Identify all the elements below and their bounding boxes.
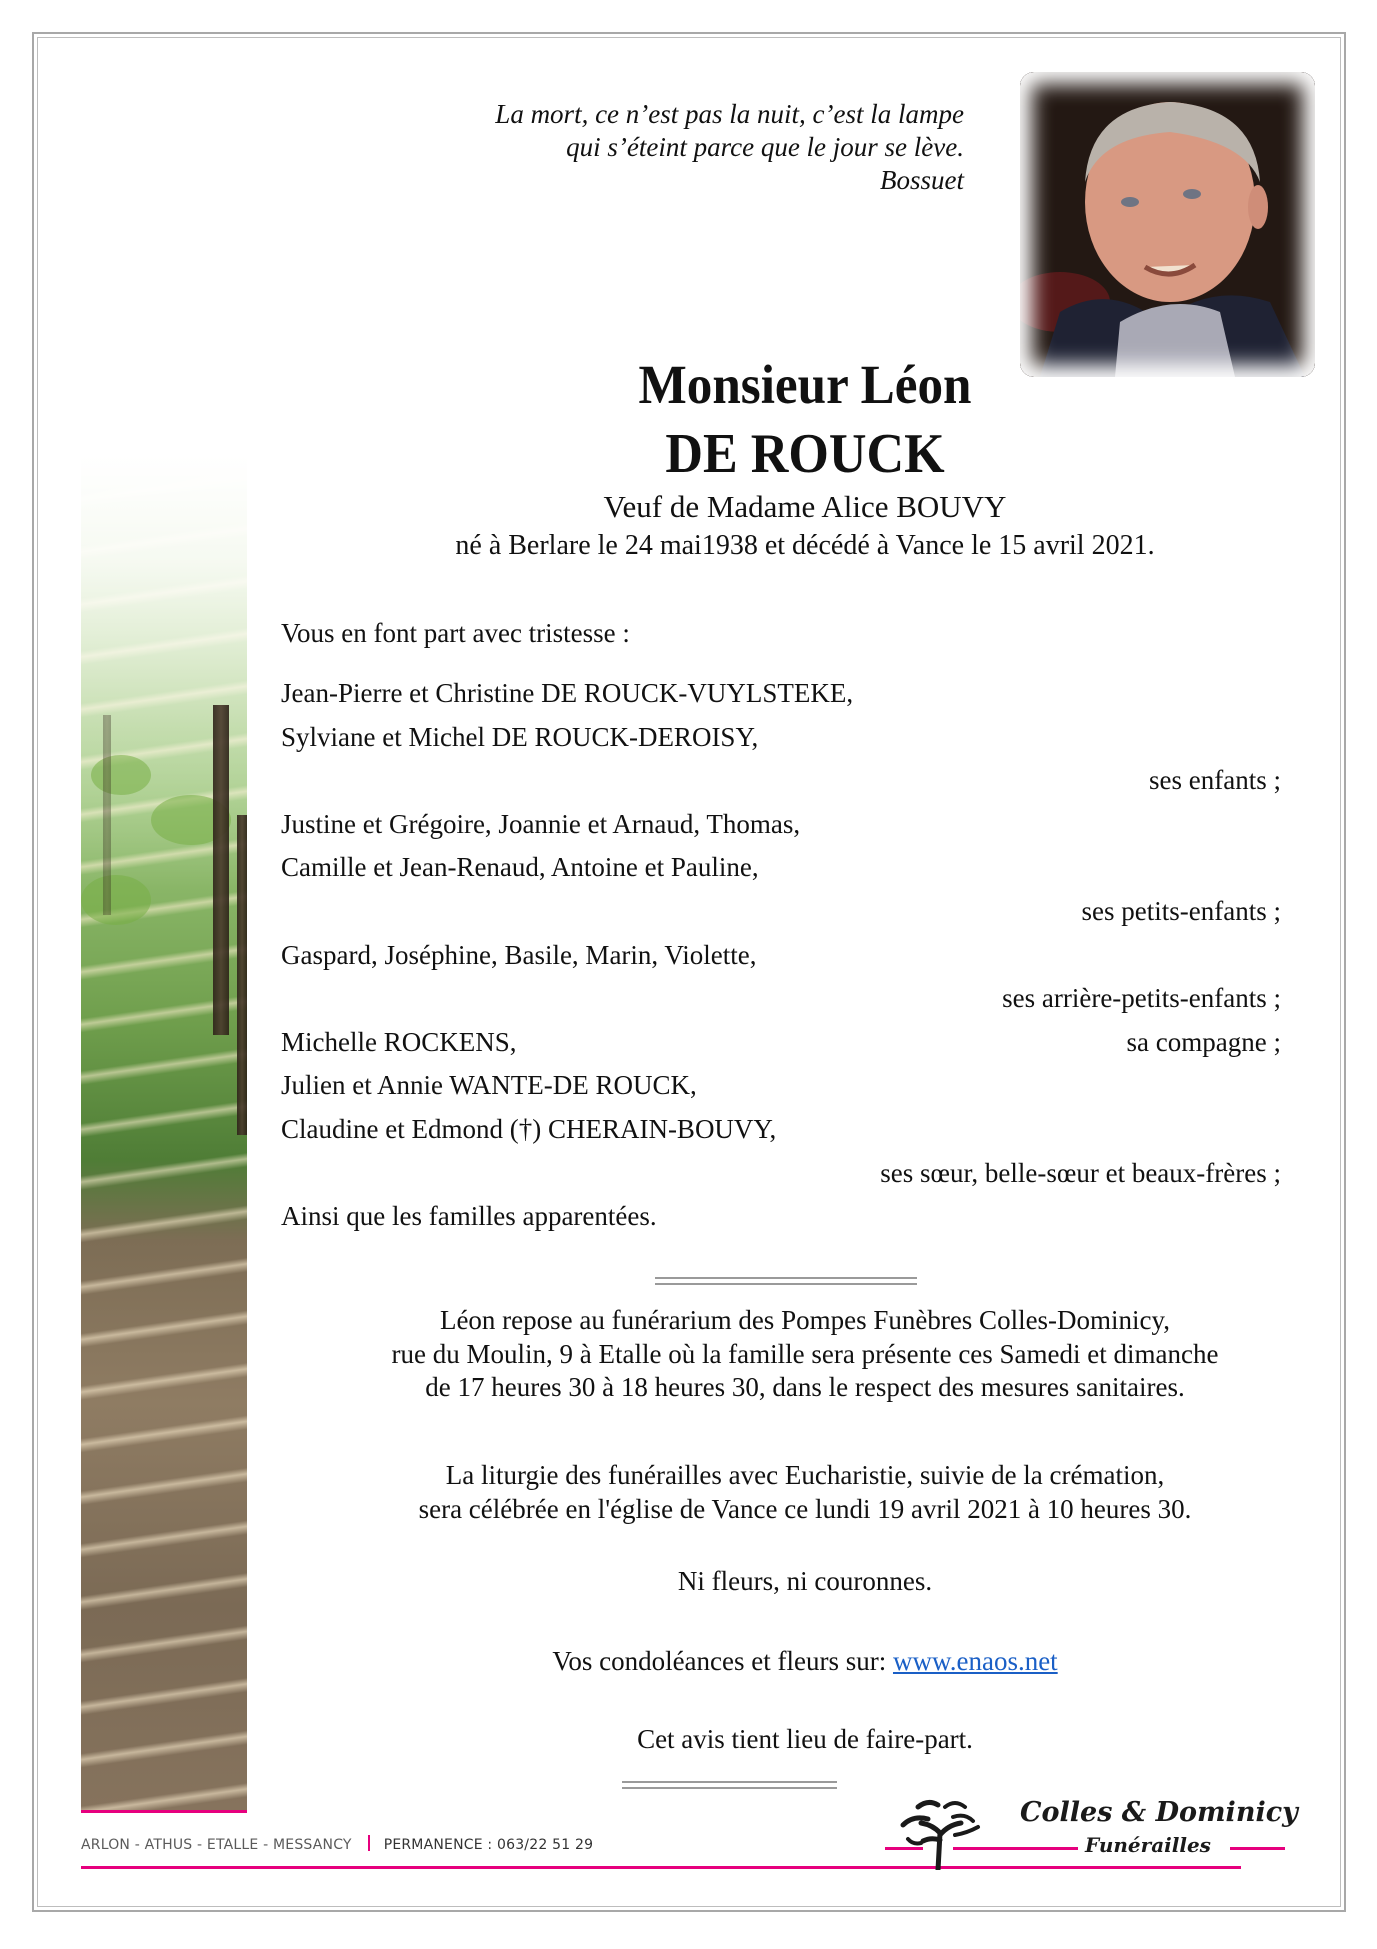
visitation-line: Léon repose au funérarium des Pompes Funèbres Colles-Dominicy,: [439, 1305, 1171, 1335]
family-names: Ainsi que les familles apparentées.: [281, 1201, 657, 1232]
forest-image-accent-line: [81, 1810, 247, 1813]
family-row: [281, 977, 1281, 1021]
family-names: Justine et Grégoire, Joannie et Arnaud, Thomas,: [281, 808, 801, 839]
spouse-line: Veuf de Madame Alice BOUVY: [603, 489, 1007, 524]
family-relation: ses enfants ;: [1149, 765, 1281, 796]
portrait-photo: [1020, 72, 1315, 377]
brand-logo: [885, 1795, 1300, 1870]
footer-divider: [622, 1781, 837, 1790]
deceased-surname: DE ROUCK: [665, 423, 945, 485]
deceased-title: Monsieur Léon: [638, 354, 972, 415]
family-row: [281, 1064, 1281, 1108]
family-names: Julien et Annie WANTE-DE ROUCK,: [281, 1070, 697, 1101]
section-divider: [655, 1277, 917, 1286]
family-row: [281, 1195, 1281, 1239]
condolences-prefix: Vos condoléances et fleurs sur:: [552, 1646, 893, 1676]
notice-line: [280, 1723, 1330, 1757]
footer-separator: [368, 1835, 370, 1851]
quote-line: La mort, ce n’est pas la nuit, c’est la lampe: [495, 99, 964, 129]
brand-accent-line: [1230, 1847, 1285, 1850]
visitation-line: de 17 heures 30 à 18 heures 30, dans le respect des mesures sanitaires.: [425, 1372, 1185, 1402]
family-relation: ses arrière-petits-enfants ;: [1002, 983, 1281, 1014]
family-row: [281, 890, 1281, 934]
foliage-shape: [91, 755, 151, 795]
quote-line: qui s’éteint parce que le jour se lève.: [566, 132, 964, 162]
tree-trunk: [213, 705, 229, 1035]
condolences-link[interactable]: www.enaos.net: [892, 1646, 1058, 1676]
footer-permanence: PERMANENCE : 063/22 51 29: [383, 1837, 594, 1853]
birth-death-line: né à Berlare le 24 mai1938 et décédé à Vance le 15 avril 2021.: [455, 530, 1155, 561]
family-names: Claudine et Edmond (†) CHERAIN-BOUVY,: [281, 1113, 777, 1144]
family-row: [281, 759, 1281, 803]
family-row: [281, 1021, 1281, 1065]
flowers-note: [280, 1565, 1330, 1599]
portrait-icon: [1020, 72, 1315, 377]
tree-trunk: [103, 715, 111, 915]
tree-trunk: [237, 815, 247, 1135]
foliage-shape: [81, 875, 151, 925]
visitation-line: rue du Moulin, 9 à Etalle où la famille sera présente ces Samedi et dimanche: [391, 1338, 1219, 1369]
brand-subtitle: Funérailles: [1085, 1833, 1211, 1857]
footer-locations: ARLON - ATHUS - ETALLE - MESSANCY: [81, 1837, 352, 1853]
family-row: [281, 716, 1281, 760]
announcement-intro: Vous en font part avec tristesse :: [281, 618, 630, 648]
family-names: Jean-Pierre et Christine DE ROUCK-VUYLSTEKE,: [281, 678, 854, 708]
flowers-text: Ni fleurs, ni couronnes.: [677, 1566, 933, 1596]
family-relation: sa compagne ;: [1126, 1026, 1281, 1057]
family-relation: ses petits-enfants ;: [1081, 895, 1281, 926]
tree-icon: [893, 1795, 988, 1870]
family-relation: ses sœur, belle-sœur et beaux-frères ;: [880, 1157, 1281, 1188]
quote-author: Bossuet: [880, 165, 964, 195]
family-row: [281, 1108, 1281, 1152]
family-row: [281, 672, 1281, 716]
epigraph-quote: [495, 98, 964, 197]
family-row: [281, 846, 1281, 890]
liturgy-line: sera célébrée en l'église de Vance ce lundi 19 avril 2021 à 10 heures 30.: [418, 1493, 1192, 1524]
family-row: [281, 803, 1281, 847]
brand-accent-line: [953, 1847, 1078, 1850]
visitation-paragraph: [280, 1304, 1330, 1405]
brand-accent-line: [885, 1847, 923, 1850]
family-names: Gaspard, Joséphine, Basile, Marin, Violette,: [281, 939, 757, 970]
liturgy-paragraph: [280, 1459, 1330, 1526]
family-names: Camille et Jean-Renaud, Antoine et Pauline,: [281, 852, 759, 883]
forest-path-image: [81, 455, 247, 1810]
family-announcement: [281, 612, 1281, 1239]
footer-contact: [81, 1835, 593, 1853]
family-row: [281, 934, 1281, 978]
family-names: Michelle ROCKENS,: [281, 1026, 517, 1057]
liturgy-line: La liturgie des funérailles avec Eucharistie, suivie de la crémation,: [445, 1460, 1165, 1490]
family-names: Sylviane et Michel DE ROUCK-DEROISY,: [281, 721, 759, 752]
announcement-intro-row: [281, 612, 1281, 672]
brand-name: Colles & Dominicy: [1020, 1797, 1298, 1828]
condolences-line: [280, 1645, 1330, 1679]
notice-text: Cet avis tient lieu de faire-part.: [637, 1724, 973, 1754]
family-row: [281, 1152, 1281, 1196]
